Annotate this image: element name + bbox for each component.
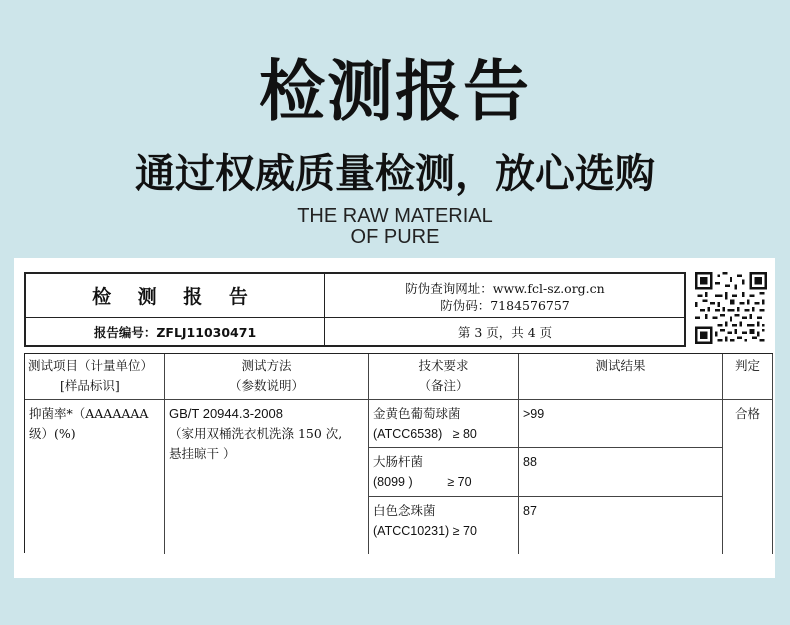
row-test-method-line2: （家用双桶洗衣机洗涤 150 次, [169,426,343,441]
anti-counterfeit-info [326,276,684,317]
page-info: 第 3 页，共 4 页 [457,324,553,340]
report-title: 检 测 报 告 [92,286,258,308]
requirement-row-3 [369,497,519,554]
row-judgement: 合格 [723,400,773,554]
qr-code-icon [695,272,767,344]
verify-url: 防伪查询网址：www.fcl-sz.org.cn [405,280,605,296]
requirement-row-3-name: 白色念珠菌 [373,503,436,518]
row-test-item-line1: 抑菌率*（AAAAAAA [29,406,149,421]
report-header-box [24,272,686,347]
banner-subtitle: 通过权威质量检测，放心选购 [135,151,655,197]
requirement-row-2 [369,448,519,497]
banner-english-line2: OF PURE [350,226,440,248]
row-test-method-line3: 悬挂晾干 ） [169,446,236,461]
header-column-divider [324,274,325,345]
header-test-method [165,354,369,400]
header-tech-requirement-line2: （备注） [418,378,469,393]
requirement-row-2-name: 大肠杆菌 [373,454,424,469]
row-test-method-line1: GB/T 20944.3-2008 [169,406,283,421]
requirement-row-1-value: (ATCC6538) ≥ 80 [373,427,477,441]
test-results-table [24,353,773,553]
row-test-item-line2: 级）(%) [29,426,76,441]
header-tech-requirement [369,354,519,400]
requirement-row-2-value: (8099 ) ≥ 70 [373,475,472,489]
header-tech-requirement-line1: 技术要求 [418,358,469,373]
banner-title: 检测报告 [259,53,531,130]
header-test-method-line2: （参数说明） [228,378,304,393]
requirement-row-1 [369,400,519,448]
banner-english-line1: THE RAW MATERIAL [297,205,493,227]
report-number: 报告编号：ZFLJ11030471 [93,324,257,340]
header-test-result: 测试结果 [519,354,723,400]
report-document [14,258,775,578]
header-judgement: 判定 [723,354,773,400]
result-row-3: 87 [519,497,723,554]
header-test-item-line2: [样品标识] [60,378,120,393]
header-test-item [25,354,165,400]
requirement-row-1-name: 金黄色葡萄球菌 [373,406,461,421]
header-test-method-line1: 测试方法 [241,358,292,373]
verify-code: 防伪码：7184576757 [440,297,570,313]
header-test-item-line1: 测试项目（计量单位） [28,358,154,373]
row-test-item [25,400,165,554]
requirement-row-3-value: (ATCC10231) ≥ 70 [373,524,477,538]
result-row-1: >99 [519,400,723,448]
result-row-2: 88 [519,448,723,497]
row-test-method [165,400,369,554]
